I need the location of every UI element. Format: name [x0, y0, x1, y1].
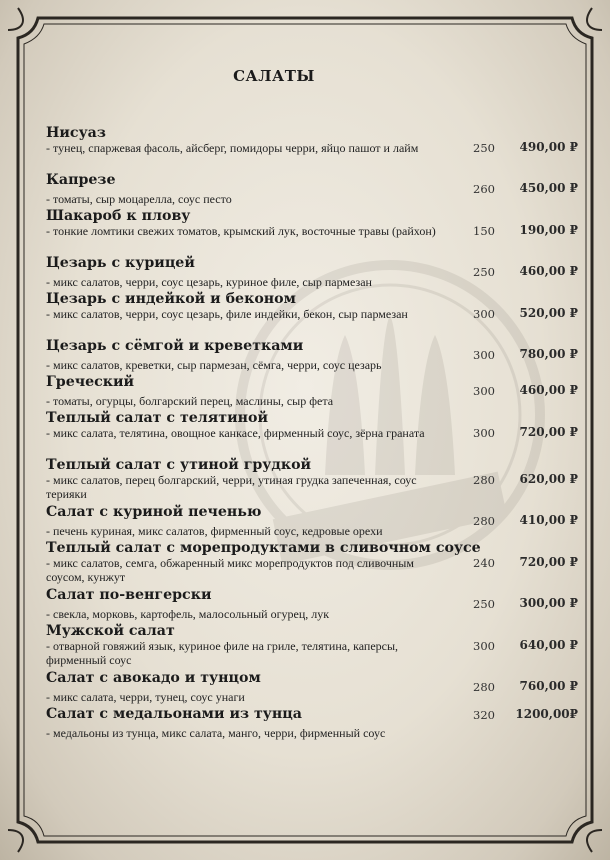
menu-item [46, 540, 586, 587]
item-weight: 300 [473, 384, 495, 398]
page-title: САЛАТЫ [233, 67, 315, 85]
item-weight: 240 [473, 556, 495, 570]
item-name: Теплый салат с утиной грудкой [46, 457, 312, 473]
item-price: 1200,00₽ [515, 707, 578, 721]
item-name: Греческий [46, 374, 135, 390]
item-description: - тунец, спаржевая фасоль, айсберг, помидоры черри, яйцо пашот и лайм [46, 141, 419, 155]
menu-item [46, 172, 586, 208]
item-name: Капрезе [46, 172, 116, 188]
menu-item [46, 208, 586, 255]
item-weight: 280 [473, 680, 495, 694]
item-description: - печень куриная, микс салатов, фирменный соус, кедровые орехи [46, 524, 383, 538]
item-description: - медальоны из тунца, микс салата, манго, черри, фирменный соус [46, 726, 386, 740]
item-weight: 150 [473, 224, 495, 238]
item-weight: 260 [473, 182, 495, 196]
menu-list [46, 125, 586, 742]
menu-item [46, 706, 586, 742]
item-weight: 250 [473, 597, 495, 611]
item-weight: 300 [473, 426, 495, 440]
item-name: Мужской салат [46, 623, 175, 639]
item-price: 410,00 ₽ [519, 513, 578, 527]
menu-item [46, 623, 586, 670]
item-name: Теплый салат с телятиной [46, 410, 268, 426]
item-price: 640,00 ₽ [519, 638, 578, 652]
item-name: Цезарь с сёмгой и креветками [46, 338, 304, 354]
item-name: Цезарь с курицей [46, 255, 195, 271]
item-weight: 300 [473, 307, 495, 321]
menu-item [46, 338, 586, 374]
item-name: Салат с медальонами из тунца [46, 706, 302, 722]
item-name: Теплый салат с морепродуктами в сливочном соусе [46, 540, 481, 556]
item-price: 460,00 ₽ [519, 264, 578, 278]
item-price: 190,00 ₽ [519, 223, 578, 237]
item-price: 620,00 ₽ [519, 472, 578, 486]
item-description: - микс салатов, перец болгарский, черри, утиная грудка запеченная, соус терияки [46, 473, 417, 501]
menu-item [46, 670, 586, 706]
item-name: Салат с куриной печенью [46, 504, 262, 520]
item-weight: 280 [473, 514, 495, 528]
menu-item [46, 291, 586, 338]
item-name: Цезарь с индейкой и беконом [46, 291, 296, 307]
item-price: 450,00 ₽ [519, 181, 578, 195]
item-weight: 300 [473, 639, 495, 653]
item-price: 460,00 ₽ [519, 383, 578, 397]
item-price: 300,00 ₽ [519, 596, 578, 610]
item-description: - томаты, сыр моцарелла, соус песто [46, 192, 232, 206]
menu-item [46, 587, 586, 623]
item-price: 520,00 ₽ [519, 306, 578, 320]
item-description: - томаты, огурцы, болгарский перец, маслины, сыр фета [46, 394, 334, 408]
item-description: - тонкие ломтики свежих томатов, крымский лук, восточные травы (райхон) [46, 224, 436, 238]
item-description: - микс салата, черри, тунец, соус унаги [46, 690, 245, 704]
item-description: - свекла, морковь, картофель, малосольный огурец, лук [46, 607, 330, 621]
item-name: Салат с авокадо и тунцом [46, 670, 261, 686]
item-price: 760,00 ₽ [519, 679, 578, 693]
menu-item [46, 374, 586, 410]
item-price: 720,00 ₽ [519, 425, 578, 439]
item-weight: 250 [473, 265, 495, 279]
item-description: - микс салатов, черри, соус цезарь, куриное филе, сыр пармезан [46, 275, 372, 289]
item-weight: 300 [473, 348, 495, 362]
item-weight: 320 [473, 708, 495, 722]
menu-item [46, 504, 586, 540]
item-description: - микс салатов, черри, соус цезарь, филе индейки, бекон, сыр пармезан [46, 307, 408, 321]
menu-item [46, 410, 586, 457]
item-description: - микс салатов, креветки, сыр пармезан, сёмга, черри, соус цезарь [46, 358, 382, 372]
item-name: Шакароб к плову [46, 208, 191, 224]
item-price: 490,00 ₽ [519, 140, 578, 154]
menu-item [46, 255, 586, 291]
item-price: 780,00 ₽ [519, 347, 578, 361]
item-description: - микс салата, телятина, овощное канкасе, фирменный соус, зёрна граната [46, 426, 425, 440]
item-price: 720,00 ₽ [519, 555, 578, 569]
item-name: Салат по-венгерски [46, 587, 212, 603]
menu-item [46, 125, 586, 172]
item-description: - микс салатов, семга, обжаренный микс морепродуктов под сливочным соусом, кунжут [46, 556, 414, 584]
item-weight: 250 [473, 141, 495, 155]
item-weight: 280 [473, 473, 495, 487]
menu-item [46, 457, 586, 504]
item-name: Нисуаз [46, 125, 106, 141]
item-description: - отварной говяжий язык, куриное филе на гриле, телятина, каперсы, фирменный соус [46, 639, 399, 667]
